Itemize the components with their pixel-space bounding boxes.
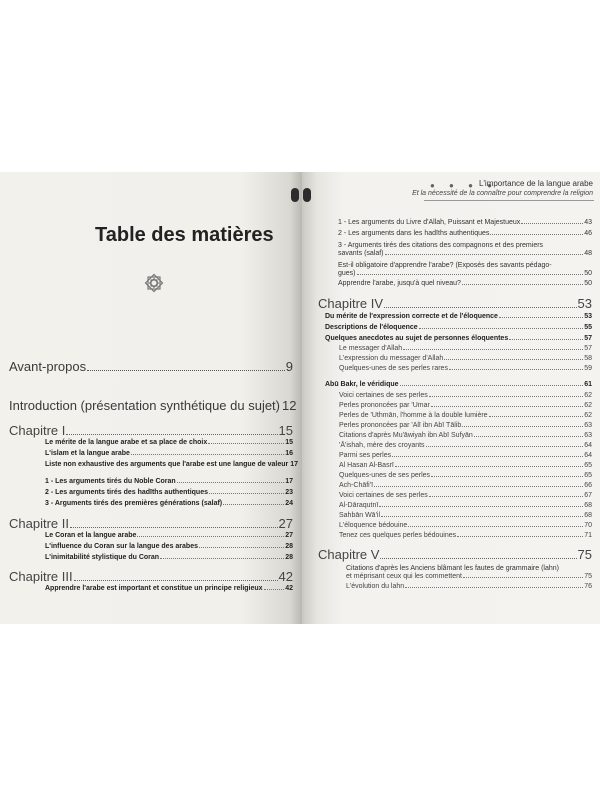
toc-subentry[interactable]: Le messager d'Allah 57 (339, 345, 592, 352)
header-dots: ● ● ● ● (430, 181, 498, 190)
toc-subentry[interactable]: Perles de 'Uthmān, l'homme à la double lumière 62 (339, 412, 592, 419)
toc-subentry[interactable]: Citations d'après Mu'āwiyah ibn Abī Sufyān 63 (339, 432, 592, 439)
dot-leader (87, 370, 285, 371)
toc-subentry[interactable]: Ach-Chāfi'ī 66 (339, 482, 592, 489)
toc-entry[interactable]: Le mérite de la langue arabe et sa place de choix 15 (45, 439, 293, 446)
toc-entry-wrapped-end[interactable]: gues) 50 (338, 270, 592, 277)
toc-subentry[interactable]: L'éloquence bédouine 70 (339, 522, 592, 529)
dot-leader (74, 580, 278, 581)
toc-entry[interactable]: 3 - Arguments tirés des premières générations (salaf) 24 (45, 500, 293, 507)
toc-entry-wrapped[interactable]: Citations d'après les Anciens blâmant les fautes de grammaire (lahn) (346, 565, 559, 572)
running-header-subtitle: Et la nécessité de la connaître pour comprendre la religion (412, 190, 593, 197)
running-header-title: L'importance de la langue arabe (478, 179, 593, 188)
toc-subentry[interactable]: Al-Dāraqutnī 68 (339, 502, 592, 509)
dot-leader (66, 434, 277, 435)
toc-subentry[interactable]: Voici certaines de ses perles 62 (339, 392, 592, 399)
toc-subentry[interactable]: Voici certaines de ses perles 67 (339, 492, 592, 499)
toc-entry[interactable]: Le Coran et la langue arabe 27 (45, 532, 293, 539)
toc-entry[interactable]: L'influence du Coran sur la langue des arabes 28 (45, 543, 293, 550)
toc-chapitre-5[interactable]: Chapitre V 75 (318, 547, 592, 562)
toc-subentry[interactable]: L'évolution du lahn 76 (346, 583, 592, 590)
toc-chapitre-4[interactable]: Chapitre IV 53 (318, 296, 592, 311)
binding-hole (303, 188, 311, 202)
toc-chapitre-2[interactable]: Chapitre II 27 (9, 516, 293, 531)
book-spread (0, 172, 600, 624)
ornament-icon (143, 272, 165, 294)
toc-entry[interactable]: Quelques anecdotes au sujet de personnes éloquentes 57 (325, 335, 592, 342)
left-page (0, 172, 302, 624)
header-rule (424, 200, 594, 201)
toc-entry[interactable]: Apprendre l'arabe, jusqu'à quel niveau? 50 (338, 280, 592, 287)
toc-entry-wrapped-end[interactable]: savants (salaf) 48 (338, 250, 592, 257)
toc-introduction[interactable]: Introduction (présentation synthétique du sujet) 12 (9, 398, 297, 413)
toc-entry-wrapped[interactable]: 3 - Arguments tirés des citations des compagnons et des premiers (338, 242, 544, 249)
toc-entry-wrapped[interactable]: Est-il obligatoire d'apprendre l'arabe? (Exposés des savants pédago- (338, 262, 552, 269)
toc-subentry[interactable]: Tenez ces quelques perles bédouines 71 (339, 532, 592, 539)
binding-hole (291, 188, 299, 202)
toc-entry[interactable]: 2 - Les arguments tirés des hadīths authentiques 23 (45, 489, 293, 496)
toc-subentry[interactable]: Al Hasan Al-Basrī 65 (339, 462, 592, 469)
toc-subentry[interactable]: Perles prononcées par 'Umar 62 (339, 402, 592, 409)
toc-entry[interactable]: Descriptions de l'éloquence 55 (325, 324, 592, 331)
toc-entry[interactable]: Du mérite de l'expression correcte et de l'éloquence 53 (325, 313, 592, 320)
toc-chapitre-3[interactable]: Chapitre III 42 (9, 569, 293, 584)
toc-subentry[interactable]: L'expression du messager d'Allah 58 (339, 355, 592, 362)
toc-subentry[interactable]: Quelques-unes de ses perles rares 59 (339, 365, 592, 372)
toc-entry[interactable]: L'inimitabilité stylistique du Coran 28 (45, 554, 293, 561)
toc-entry-wrapped-end[interactable]: et méprisant ceux qui les commettent 75 (346, 573, 592, 580)
dot-leader (384, 307, 576, 308)
dot-leader (380, 558, 576, 559)
toc-entry[interactable]: Apprendre l'arabe est important et constitue un principe religieux 42 (45, 585, 293, 592)
toc-chapitre-1[interactable]: Chapitre I 15 (9, 423, 293, 438)
toc-entry[interactable]: L'islam et la langue arabe 16 (45, 450, 293, 457)
toc-subentry[interactable]: Quelques-unes de ses perles 65 (339, 472, 592, 479)
toc-subentry[interactable]: 'Ā'ishah, mère des croyants 64 (339, 442, 592, 449)
toc-avant-propos[interactable]: Avant-propos 9 (9, 359, 293, 374)
toc-entry[interactable]: Abū Bakr, le véridique 61 (325, 381, 592, 388)
toc-entry[interactable]: Liste non exhaustive des arguments que l'arabe est une langue de valeur 17 (45, 461, 299, 468)
toc-subentry[interactable]: Perles prononcées par 'Alī ibn Abī Tālib 63 (339, 422, 592, 429)
toc-subentry[interactable]: Parmi ses perles 64 (339, 452, 592, 459)
toc-title: Table des matières (95, 224, 274, 246)
dot-leader (70, 527, 278, 528)
toc-entry[interactable]: 1 - Les arguments tirés du Noble Coran 17 (45, 478, 293, 485)
toc-entry[interactable]: 2 - Les arguments dans les hadīths authentiques 46 (338, 230, 592, 237)
toc-entry[interactable]: 1 - Les arguments du Livre d'Allah, Puissant et Majestueux 43 (338, 219, 592, 226)
toc-subentry[interactable]: Sahbān Wā'il 68 (339, 512, 592, 519)
